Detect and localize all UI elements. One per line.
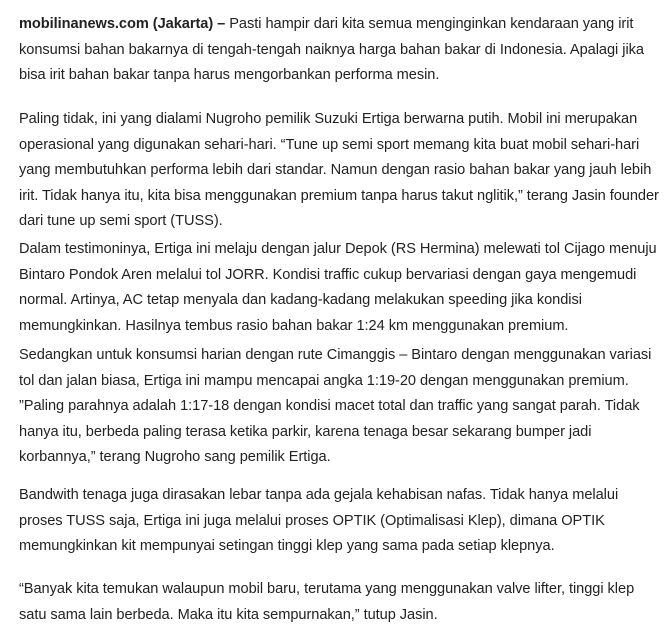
article-paragraph-1 (19, 12, 659, 89)
article-paragraph-4: Sedangkan untuk konsumsi harian dengan rute Cimanggis – Bintaro dengan menggunakan variasi tol dan jalan biasa, Ertiga ini mampu mencapai angka 1:19-20 dengan menggunakan premium. ”Paling parahnya adalah 1:17-18 dengan kondisi macet total dan traffic yang sangat parah. Tidak hanya itu, berbeda paling terasa ketika parkir, karena tenaga besar sekarang bumper jadi korbannya,” terang Nugroho sang pemilik Ertiga. (19, 347, 652, 466)
article-paragraph-5: Bandwith tenaga juga dirasakan lebar tanpa ada gejala kehabisan nafas. Tidak hanya melalui proses TUSS saja, Ertiga ini juga melalui proses OPTIK (Optimalisasi Klep), dimana OPTIK memungkinkan kit mempunyai setingan tinggi klep yang sama pada setiap klepnya. (19, 487, 619, 555)
dateline: mobilinanews.com (Jakarta) – (19, 16, 226, 32)
article-paragraph-2: Paling tidak, ini yang dialami Nugroho pemilik Suzuki Ertiga berwarna putih. Mobil ini merupakan operasional yang digunakan sehari-hari. “Tune up semi sport memang kita buat mobil sehari-hari yang membutuhkan performa lebih dari standar. Namun dengan rasio bahan bakar yang jauh lebih irit. Tidak hanya itu, kita bisa menggunakan premium tanpa harus takut nglitik,” terang Jasin founder dari tune up semi sport (TUSS). (19, 111, 659, 230)
paragraph-text: Pasti hampir dari kita semua menginginkan kendaraan yang irit konsumsi bahan bakarnya di tengah-tengah naiknya harga bahan bakar di Indonesia. Apalagi jika bisa irit bahan bakar tanpa harus mengorbankan performa mesin. (19, 16, 644, 84)
article-paragraph-6: “Banyak kita temukan walaupun mobil baru, terutama yang menggunakan valve lifter, tinggi klep satu sama lain berbeda. Maka itu kita sempurnakan,” tutup Jasin. (19, 581, 635, 623)
article-paragraph-3: Dalam testimoninya, Ertiga ini melaju dengan jalur Depok (RS Hermina) melewati tol Cijago menuju Bintaro Pondok Aren melalui tol JORR. Kondisi traffic cukup bervariasi dengan gaya mengemudi normal. Artinya, AC tetap menyala dan kadang-kadang melakukan speeding jika kondisi memungkinkan. Hasilnya tembus rasio bahan bakar 1:24 km menggunakan premium. (19, 241, 657, 334)
